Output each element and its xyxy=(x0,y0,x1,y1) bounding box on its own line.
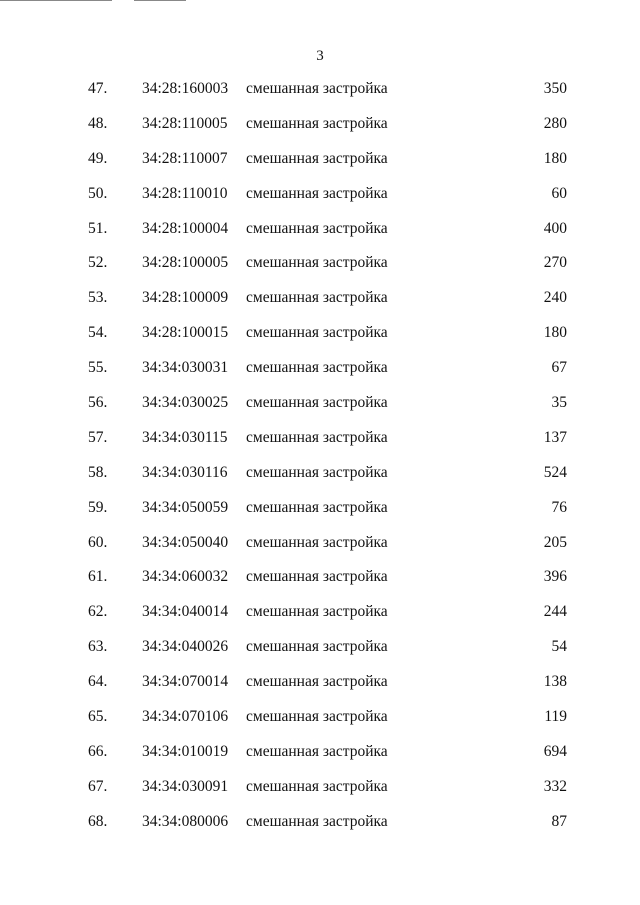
row-number: 66. xyxy=(88,742,108,760)
row-value: 67 xyxy=(551,359,567,377)
cadastral-code: 34:34:030031 xyxy=(142,359,229,377)
cadastral-code: 34:28:110005 xyxy=(142,114,228,132)
row-number: 55. xyxy=(88,359,108,377)
list-item xyxy=(0,741,640,776)
row-value: 350 xyxy=(543,80,567,97)
row-value: 270 xyxy=(543,254,567,272)
row-value: 180 xyxy=(543,324,567,342)
development-type: смешанная застройка xyxy=(246,812,388,830)
cadastral-code: 34:34:050059 xyxy=(142,498,229,516)
development-type: смешанная застройка xyxy=(246,149,388,167)
development-type: смешанная застройка xyxy=(246,777,388,795)
list-item xyxy=(0,497,640,532)
row-number: 62. xyxy=(88,603,108,621)
cadastral-code: 34:34:030115 xyxy=(142,428,228,446)
development-type: смешанная застройка xyxy=(246,533,388,551)
list-item xyxy=(0,148,640,183)
row-value: 396 xyxy=(543,568,567,586)
list-item xyxy=(0,532,640,567)
cadastral-code: 34:34:080006 xyxy=(142,812,229,830)
development-type: смешанная застройка xyxy=(246,498,388,516)
row-value: 87 xyxy=(551,812,567,830)
row-value: 54 xyxy=(551,638,567,656)
development-type: смешанная застройка xyxy=(246,742,388,760)
cadastral-code: 34:34:030025 xyxy=(142,394,229,412)
development-type: смешанная застройка xyxy=(246,568,388,586)
list-item xyxy=(0,183,640,218)
cadastral-code: 34:28:160003 xyxy=(142,80,229,97)
development-type: смешанная застройка xyxy=(246,80,388,97)
cadastral-code: 34:34:070106 xyxy=(142,708,229,726)
cadastral-code: 34:34:030091 xyxy=(142,777,229,795)
list-item xyxy=(0,462,640,497)
list-item xyxy=(0,357,640,392)
cadastral-code: 34:28:100015 xyxy=(142,324,229,342)
row-value: 119 xyxy=(544,708,567,726)
row-value: 60 xyxy=(551,184,567,202)
list-item xyxy=(0,322,640,357)
list-item xyxy=(0,392,640,427)
row-number: 64. xyxy=(88,673,108,691)
cadastral-code: 34:28:110007 xyxy=(142,149,228,167)
row-number: 48. xyxy=(88,114,108,132)
development-type: смешанная застройка xyxy=(246,638,388,656)
development-type: смешанная застройка xyxy=(246,324,388,342)
row-value: 332 xyxy=(543,777,567,795)
list-item xyxy=(0,811,640,846)
row-number: 50. xyxy=(88,184,108,202)
development-type: смешанная застройка xyxy=(246,359,388,377)
row-value: 180 xyxy=(543,149,567,167)
cadastral-code: 34:34:040026 xyxy=(142,638,229,656)
row-number: 49. xyxy=(88,149,108,167)
development-type: смешанная застройка xyxy=(246,673,388,691)
development-type: смешанная застройка xyxy=(246,184,388,202)
cadastral-code: 34:28:100004 xyxy=(142,219,229,237)
row-number: 56. xyxy=(88,394,108,412)
list-item xyxy=(0,601,640,636)
row-value: 240 xyxy=(543,289,567,307)
row-number: 53. xyxy=(88,289,108,307)
scan-edge-line xyxy=(0,0,112,1)
list-item xyxy=(0,706,640,741)
development-type: смешанная застройка xyxy=(246,463,388,481)
row-number: 60. xyxy=(88,533,108,551)
row-number: 47. xyxy=(88,80,108,97)
development-type: смешанная застройка xyxy=(246,708,388,726)
cadastral-code: 34:34:070014 xyxy=(142,673,229,691)
row-number: 61. xyxy=(88,568,108,586)
row-value: 138 xyxy=(543,673,567,691)
row-value: 524 xyxy=(543,463,567,481)
development-type: смешанная застройка xyxy=(246,428,388,446)
development-type: смешанная застройка xyxy=(246,254,388,272)
cadastral-code: 34:34:030116 xyxy=(142,463,228,481)
cadastral-code: 34:28:110010 xyxy=(142,184,228,202)
row-number: 54. xyxy=(88,324,108,342)
row-number: 59. xyxy=(88,498,108,516)
list-item xyxy=(0,287,640,322)
row-number: 57. xyxy=(88,428,108,446)
list-item xyxy=(0,566,640,601)
page-number: 3 xyxy=(316,48,324,64)
list-item xyxy=(0,427,640,462)
list-item xyxy=(0,218,640,253)
row-value: 280 xyxy=(543,114,567,132)
list-item xyxy=(0,776,640,811)
row-value: 35 xyxy=(551,394,567,412)
cadastral-code: 34:34:060032 xyxy=(142,568,229,586)
development-type: смешанная застройка xyxy=(246,394,388,412)
list-item xyxy=(0,113,640,148)
row-number: 52. xyxy=(88,254,108,272)
cadastral-code: 34:34:010019 xyxy=(142,742,229,760)
row-value: 244 xyxy=(543,603,567,621)
cadastral-code: 34:28:100005 xyxy=(142,254,229,272)
list-item xyxy=(0,252,640,287)
development-type: смешанная застройка xyxy=(246,219,388,237)
row-value: 205 xyxy=(543,533,567,551)
row-number: 51. xyxy=(88,219,108,237)
row-number: 68. xyxy=(88,812,108,830)
row-value: 76 xyxy=(551,498,567,516)
list-item xyxy=(0,636,640,671)
row-number: 58. xyxy=(88,463,108,481)
row-number: 67. xyxy=(88,777,108,795)
cadastral-code: 34:28:100009 xyxy=(142,289,229,307)
cadastral-list xyxy=(0,78,640,846)
cadastral-code: 34:34:050040 xyxy=(142,533,229,551)
row-number: 65. xyxy=(88,708,108,726)
row-value: 694 xyxy=(543,742,567,760)
development-type: смешанная застройка xyxy=(246,114,388,132)
cadastral-code: 34:34:040014 xyxy=(142,603,229,621)
development-type: смешанная застройка xyxy=(246,289,388,307)
row-number: 63. xyxy=(88,638,108,656)
development-type: смешанная застройка xyxy=(246,603,388,621)
row-value: 137 xyxy=(543,428,567,446)
list-item xyxy=(0,78,640,113)
list-item xyxy=(0,671,640,706)
row-value: 400 xyxy=(543,219,567,237)
scan-edge-line xyxy=(134,0,186,1)
